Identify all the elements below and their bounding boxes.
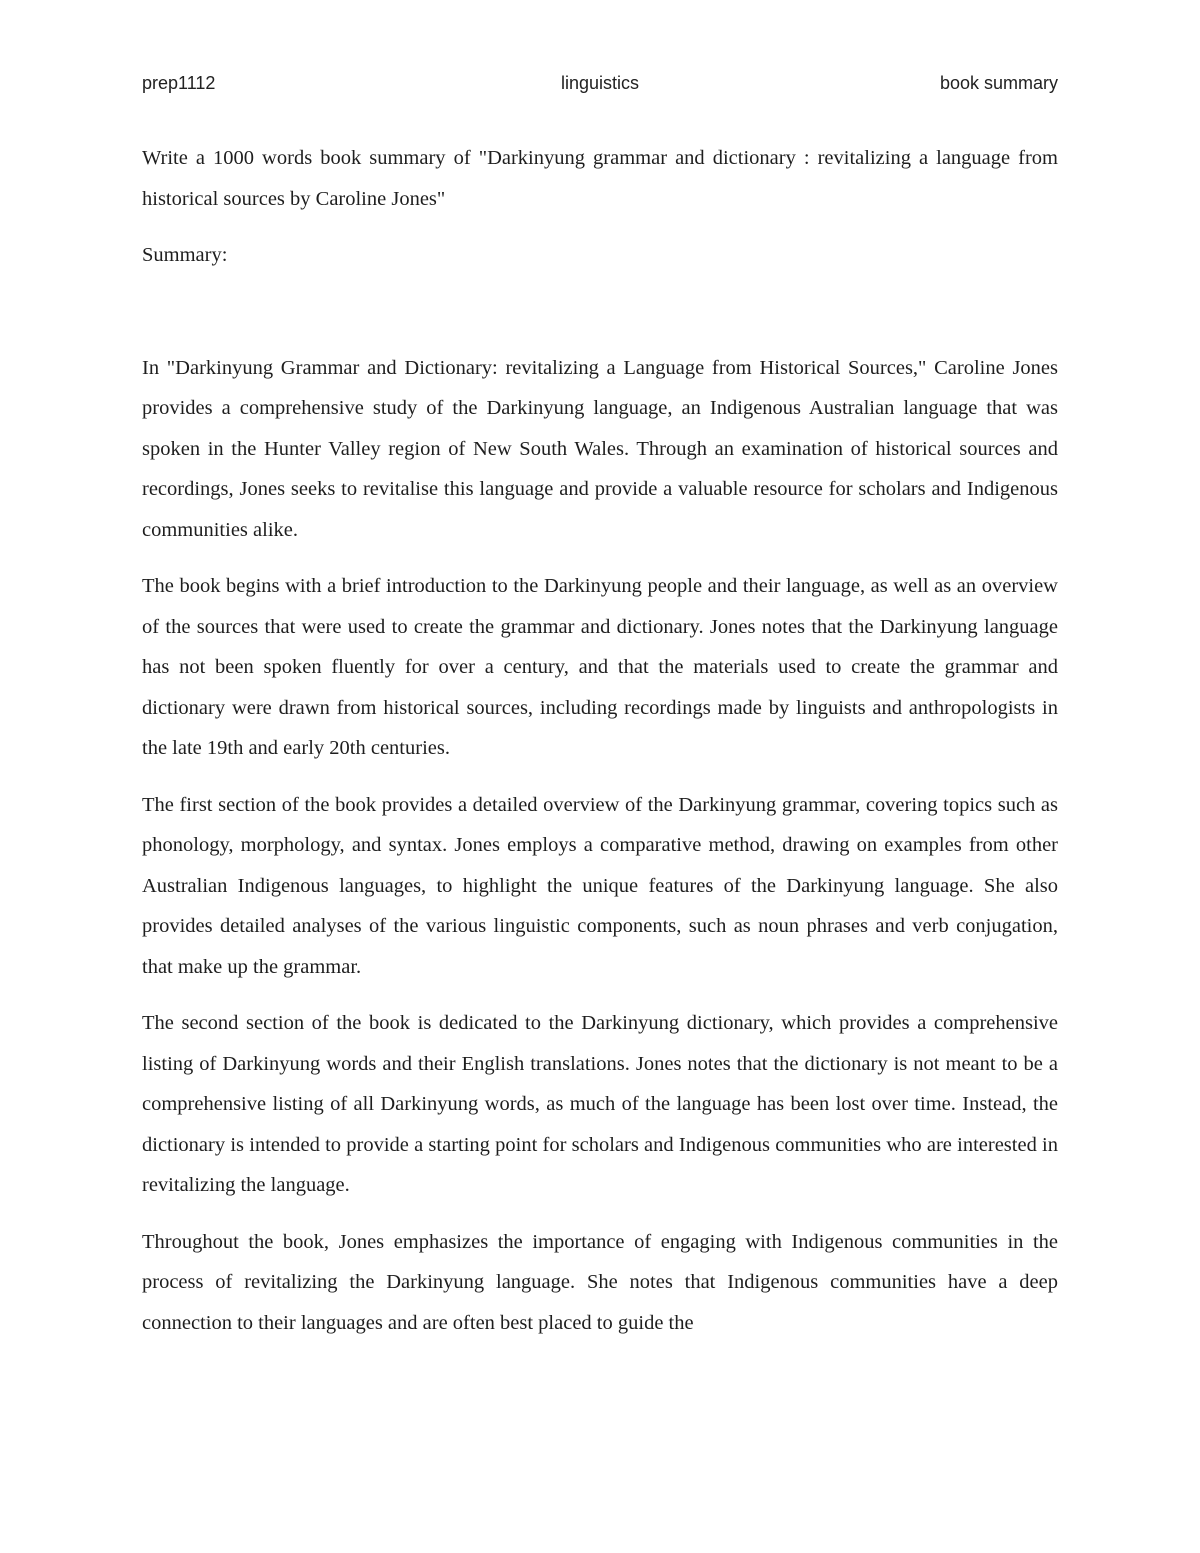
header-doc-type: book summary <box>939 73 1058 93</box>
header-course-code: prep1112 <box>142 73 216 93</box>
body-paragraph: The first section of the book provides a detailed overview of the Darkinyung grammar, covering topics such as phonology, morphology, and syntax. Jones employs a comparative method, drawing on examples from other Australian Indigenous languages, to highlight the unique features of the Darkinyung language. She also provides detailed analyses of the various linguistic components, such as noun phrases and verb conjugation, that make up the grammar. <box>142 793 1058 978</box>
body-paragraph: The second section of the book is dedicated to the Darkinyung dictionary, which provides a comprehensive listing of Darkinyung words and their English translations. Jones notes that the dictionary is not meant to be a comprehensive listing of all Darkinyung words, as much of the language has been lost over time. Instead, the dictionary is intended to provide a starting point for scholars and Indigenous communities who are interested in revitalizing the language. <box>142 1012 1058 1196</box>
page-header <box>142 73 1058 99</box>
assignment-prompt: Write a 1000 words book summary of "Darkinyung grammar and dictionary : revitalizing a language from historical sources by Caroline Jones" <box>142 147 1058 210</box>
body-paragraph: In "Darkinyung Grammar and Dictionary: revitalizing a Language from Historical Sources," Caroline Jones provides a comprehensive study of the Darkinyung language, an Indigenous Australian language that was spoken in the Hunter Valley region of New South Wales. Through an examination of historical sources and recordings, Jones seeks to revitalise this language and provide a valuable resource for scholars and Indigenous communities alike. <box>142 356 1058 541</box>
body-paragraph: The book begins with a brief introduction to the Darkinyung people and their language, as well as an overview of the sources that were used to create the grammar and dictionary. Jones notes that the Darkinyung language has not been spoken fluently for over a century, and that the materials used to create the grammar and dictionary were drawn from historical sources, including recordings made by linguists and anthropologists in the late 19th and early 20th centuries. <box>142 575 1058 759</box>
body-paragraph: Throughout the book, Jones emphasizes the importance of engaging with Indigenous communities in the process of revitalizing the Darkinyung language. She notes that Indigenous communities have a deep connection to their languages and are often best placed to guide the <box>142 1230 1058 1334</box>
header-subject: linguistics <box>560 73 640 93</box>
summary-heading: Summary: <box>142 244 228 266</box>
document-body <box>142 138 1058 1359</box>
